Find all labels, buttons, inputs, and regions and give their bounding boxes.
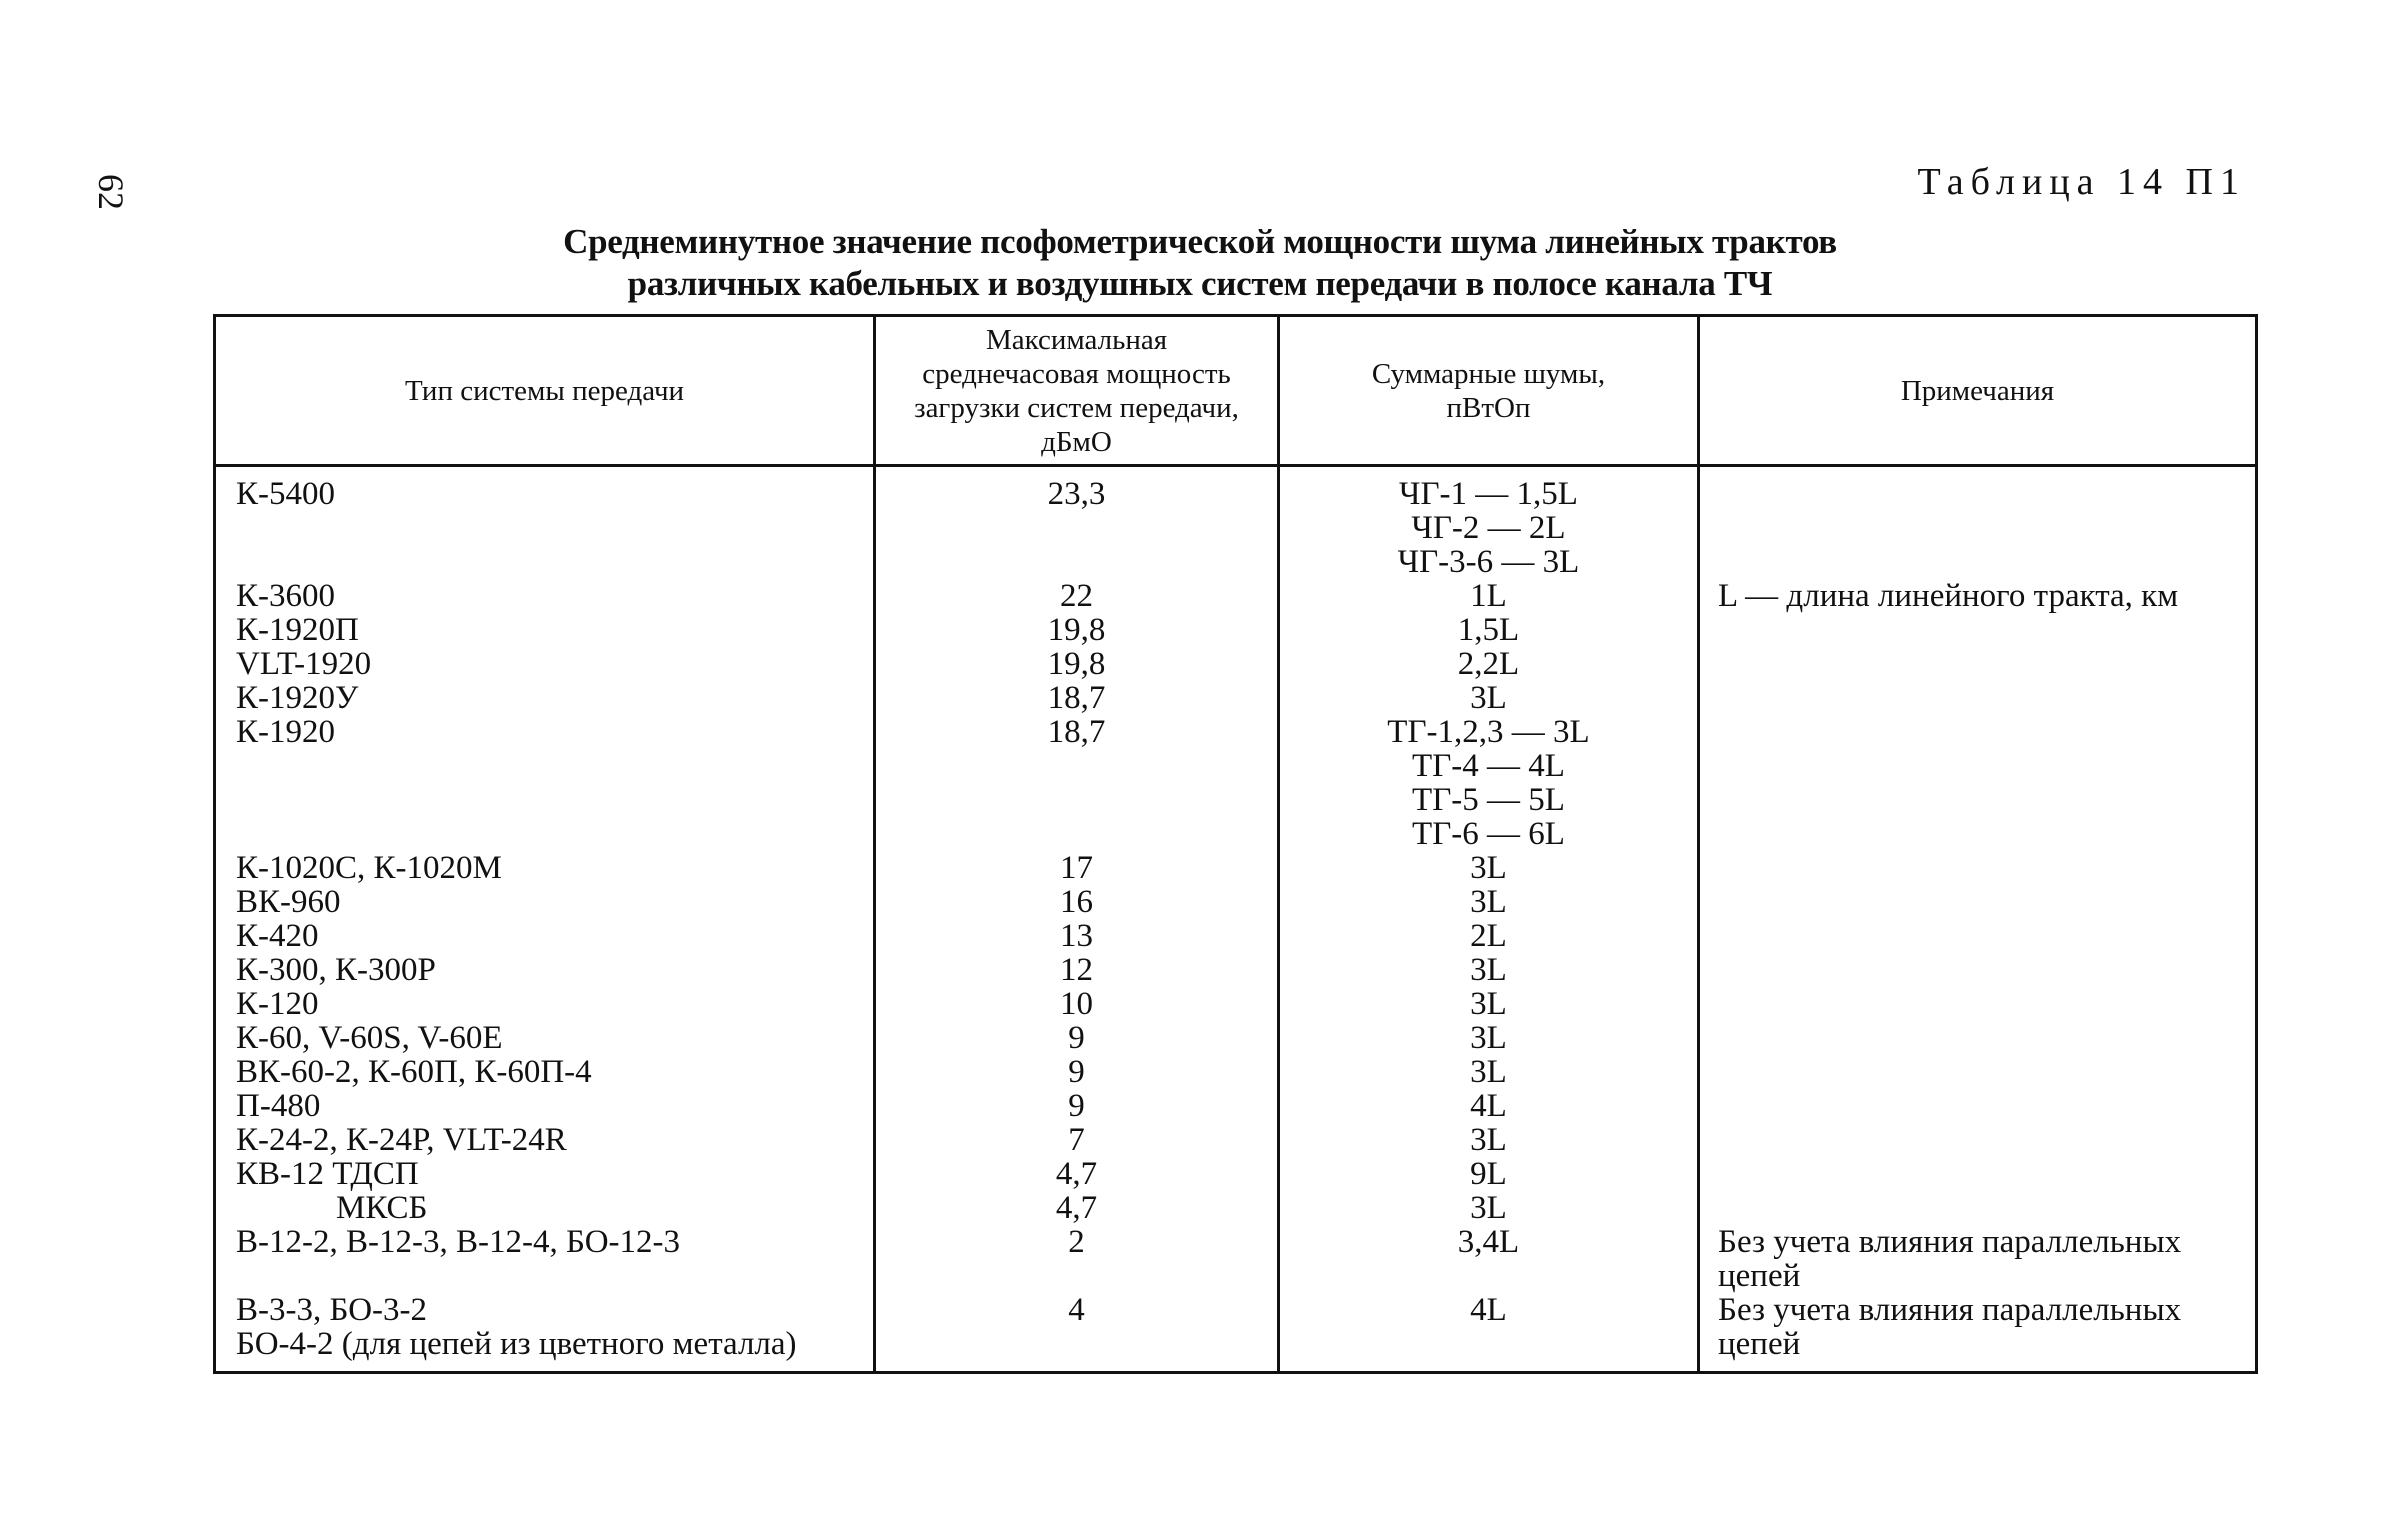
cell-system-type	[215, 579, 875, 613]
cell-system-type-line: КВ-12 ТДСП	[236, 1156, 419, 1192]
cell-notes	[1699, 715, 2257, 851]
table-row	[215, 1123, 2257, 1157]
cell-notes	[1699, 681, 2257, 715]
cell-notes	[1699, 1089, 2257, 1123]
cell-max-load-line: 19,8	[1047, 646, 1106, 682]
cell-system-type	[215, 1089, 875, 1123]
table-row	[215, 1021, 2257, 1055]
cell-max-load	[875, 1123, 1279, 1157]
cell-system-type-line: ВК-960	[236, 884, 341, 920]
cell-notes	[1699, 953, 2257, 987]
header-total-noise-line: Суммарные шумы,	[1371, 357, 1606, 390]
cell-total-noise	[1279, 1157, 1699, 1191]
header-system-type: Тип системы передачи	[215, 316, 875, 466]
cell-system-type	[215, 1293, 875, 1373]
cell-max-load-line: 22	[1060, 578, 1093, 614]
cell-total-noise	[1279, 1123, 1699, 1157]
cell-max-load	[875, 851, 1279, 885]
cell-system-type-line: К-1920	[236, 714, 335, 750]
cell-total-noise-line: 3L	[1470, 986, 1507, 1022]
cell-total-noise-line: 3L	[1470, 884, 1507, 920]
cell-total-noise	[1279, 1191, 1699, 1225]
cell-system-type-line: К-420	[236, 918, 319, 954]
cell-total-noise-line: ТГ-5 — 5L	[1412, 782, 1565, 818]
cell-system-type	[215, 681, 875, 715]
cell-total-noise-line: 3L	[1470, 1190, 1507, 1226]
header-max-load-line: загрузки систем передачи,	[914, 391, 1239, 424]
table-row	[215, 1157, 2257, 1191]
cell-max-load	[875, 1225, 1279, 1293]
cell-system-type-line: К-1920П	[236, 612, 359, 648]
cell-total-noise-line: ЧГ-1 — 1,5L	[1399, 476, 1578, 512]
cell-system-type-line: П-480	[236, 1088, 321, 1124]
table-header-row	[215, 316, 2257, 466]
table-row	[215, 1191, 2257, 1225]
cell-total-noise	[1279, 613, 1699, 647]
cell-notes	[1699, 466, 2257, 580]
cell-total-noise-line: ЧГ-2 — 2L	[1411, 510, 1566, 546]
cell-total-noise	[1279, 1055, 1699, 1089]
cell-max-load-line: 19,8	[1047, 612, 1106, 648]
table-label: Таблица 14 П1	[1917, 161, 2246, 203]
cell-max-load	[875, 953, 1279, 987]
cell-system-type-line: К-1920У	[236, 680, 359, 716]
cell-total-noise-line: 3L	[1470, 1020, 1507, 1056]
table-row	[215, 1089, 2257, 1123]
cell-max-load	[875, 1293, 1279, 1373]
table-title-line-1: Среднеминутное значение псофометрической мощности шума линейных трактов	[563, 222, 1837, 261]
cell-max-load-line: 10	[1060, 986, 1093, 1022]
cell-max-load	[875, 613, 1279, 647]
cell-total-noise-line: 3L	[1470, 952, 1507, 988]
cell-system-type	[215, 1191, 875, 1225]
cell-notes-line: цепей	[1718, 1258, 1801, 1294]
header-total-noise	[1279, 316, 1699, 466]
cell-max-load-line: 4	[1068, 1292, 1085, 1328]
cell-max-load	[875, 647, 1279, 681]
cell-system-type-line: К-3600	[236, 578, 335, 614]
cell-max-load	[875, 987, 1279, 1021]
header-max-load	[875, 316, 1279, 466]
cell-notes	[1699, 1293, 2257, 1373]
cell-total-noise-line: 2L	[1470, 918, 1507, 954]
cell-notes	[1699, 647, 2257, 681]
cell-max-load	[875, 579, 1279, 613]
cell-notes	[1699, 579, 2257, 613]
cell-notes	[1699, 987, 2257, 1021]
cell-max-load-line: 7	[1068, 1122, 1085, 1158]
cell-notes	[1699, 1021, 2257, 1055]
cell-total-noise-line: 3L	[1470, 850, 1507, 886]
cell-system-type	[215, 885, 875, 919]
cell-system-type-line: В-12-2, В-12-3, В-12-4, БО-12-3	[236, 1224, 681, 1260]
cell-system-type-line: К-1020С, К-1020М	[236, 850, 502, 886]
cell-total-noise-line: ТГ-1,2,3 — 3L	[1387, 714, 1590, 750]
cell-system-type	[215, 851, 875, 885]
cell-total-noise-line: 2,2L	[1457, 646, 1520, 682]
cell-total-noise	[1279, 953, 1699, 987]
cell-max-load-line: 9	[1068, 1020, 1085, 1056]
cell-total-noise	[1279, 851, 1699, 885]
cell-system-type	[215, 1123, 875, 1157]
cell-notes	[1699, 1123, 2257, 1157]
cell-max-load-line: 4,7	[1055, 1156, 1098, 1192]
cell-max-load-line: 12	[1060, 952, 1093, 988]
cell-total-noise-line: 1L	[1470, 578, 1507, 614]
cell-max-load-line: 23,3	[1047, 476, 1106, 512]
table-row	[215, 987, 2257, 1021]
cell-total-noise-line: 3L	[1470, 1054, 1507, 1090]
header-notes: Примечания	[1699, 316, 2257, 466]
cell-total-noise-line: 3L	[1470, 680, 1507, 716]
cell-total-noise-line: ТГ-6 — 6L	[1412, 816, 1565, 852]
header-max-load-line: среднечасовая мощность	[922, 357, 1231, 390]
cell-system-type-line: МКСБ	[336, 1190, 428, 1226]
cell-system-type-line: К-60, V-60S, V-60E	[236, 1020, 503, 1056]
cell-total-noise	[1279, 647, 1699, 681]
cell-notes	[1699, 613, 2257, 647]
header-max-load-line: дБмО	[1041, 425, 1112, 458]
table-row	[215, 613, 2257, 647]
cell-system-type	[215, 466, 875, 580]
table-row	[215, 681, 2257, 715]
table-row	[215, 579, 2257, 613]
cell-total-noise	[1279, 715, 1699, 851]
cell-system-type	[215, 987, 875, 1021]
cell-total-noise-line: 3L	[1470, 1122, 1507, 1158]
cell-system-type-line: БО-4-2 (для цепей из цветного металла)	[236, 1326, 797, 1362]
cell-total-noise	[1279, 466, 1699, 580]
cell-system-type-line: К-24-2, К-24Р, VLT-24R	[236, 1122, 567, 1158]
header-total-noise-line: пВтОп	[1446, 391, 1531, 424]
cell-max-load-line: 17	[1060, 850, 1093, 886]
table-row	[215, 953, 2257, 987]
cell-notes-line: L — длина линейного тракта, км	[1718, 578, 2179, 614]
table-row	[215, 647, 2257, 681]
cell-total-noise	[1279, 579, 1699, 613]
cell-max-load	[875, 1089, 1279, 1123]
cell-total-noise-line: 3,4L	[1457, 1224, 1520, 1260]
header-max-load-line: Максимальная	[985, 323, 1168, 356]
table-title-line-2: различных кабельных и воздушных систем передачи в полосе канала ТЧ	[627, 264, 1773, 303]
cell-system-type-line: ВК-60-2, К-60П, К-60П-4	[236, 1054, 592, 1090]
table-row	[215, 715, 2257, 851]
cell-notes	[1699, 1157, 2257, 1191]
cell-system-type-line: К-5400	[236, 476, 335, 512]
cell-max-load-line: 9	[1068, 1088, 1085, 1124]
table-row	[215, 851, 2257, 885]
table-row	[215, 919, 2257, 953]
cell-system-type	[215, 1021, 875, 1055]
cell-system-type	[215, 919, 875, 953]
table-body	[215, 466, 2257, 1373]
cell-max-load-line: 2	[1068, 1224, 1085, 1260]
cell-notes	[1699, 885, 2257, 919]
cell-notes-line: цепей	[1718, 1326, 1801, 1362]
table-row	[215, 1225, 2257, 1293]
table-row	[215, 1055, 2257, 1089]
cell-total-noise	[1279, 919, 1699, 953]
table-row	[215, 885, 2257, 919]
table-row	[215, 1293, 2257, 1373]
cell-system-type	[215, 1225, 875, 1293]
cell-max-load-line: 9	[1068, 1054, 1085, 1090]
cell-total-noise-line: ЧГ-3-6 — 3L	[1397, 544, 1580, 580]
cell-system-type	[215, 1055, 875, 1089]
cell-notes	[1699, 851, 2257, 885]
cell-total-noise-line: 1,5L	[1457, 612, 1520, 648]
cell-system-type	[215, 1157, 875, 1191]
cell-notes	[1699, 919, 2257, 953]
cell-max-load	[875, 466, 1279, 580]
cell-max-load-line: 4,7	[1055, 1190, 1098, 1226]
cell-total-noise	[1279, 1225, 1699, 1293]
cell-max-load-line: 18,7	[1047, 714, 1106, 750]
cell-total-noise	[1279, 1293, 1699, 1373]
cell-notes	[1699, 1055, 2257, 1089]
cell-total-noise	[1279, 987, 1699, 1021]
cell-max-load	[875, 1157, 1279, 1191]
cell-max-load-line: 13	[1060, 918, 1093, 954]
cell-system-type-line: VLT-1920	[236, 646, 372, 682]
cell-max-load	[875, 1191, 1279, 1225]
cell-total-noise-line: 9L	[1470, 1156, 1507, 1192]
cell-total-noise	[1279, 1021, 1699, 1055]
cell-system-type	[215, 953, 875, 987]
cell-max-load	[875, 885, 1279, 919]
cell-total-noise	[1279, 681, 1699, 715]
cell-max-load	[875, 919, 1279, 953]
cell-system-type-line: В-3-3, БО-3-2	[236, 1292, 428, 1328]
cell-max-load	[875, 715, 1279, 851]
noise-table	[213, 314, 2258, 1374]
table-row	[215, 466, 2257, 580]
cell-notes	[1699, 1225, 2257, 1293]
cell-system-type-line: К-120	[236, 986, 319, 1022]
cell-total-noise-line: 4L	[1470, 1292, 1507, 1328]
cell-max-load-line: 18,7	[1047, 680, 1106, 716]
page-number: 62	[91, 174, 131, 210]
cell-notes-line: Без учета влияния параллельных	[1718, 1224, 2182, 1260]
cell-total-noise	[1279, 1089, 1699, 1123]
cell-max-load	[875, 681, 1279, 715]
cell-total-noise-line: ТГ-4 — 4L	[1412, 748, 1565, 784]
cell-system-type	[215, 613, 875, 647]
cell-system-type-line: К-300, К-300Р	[236, 952, 436, 988]
cell-max-load	[875, 1055, 1279, 1089]
cell-max-load	[875, 1021, 1279, 1055]
cell-notes-line: Без учета влияния параллельных	[1718, 1292, 2182, 1328]
cell-system-type	[215, 715, 875, 851]
cell-total-noise	[1279, 885, 1699, 919]
cell-system-type	[215, 647, 875, 681]
cell-max-load-line: 16	[1060, 884, 1093, 920]
cell-total-noise-line: 4L	[1470, 1088, 1507, 1124]
cell-notes	[1699, 1191, 2257, 1225]
